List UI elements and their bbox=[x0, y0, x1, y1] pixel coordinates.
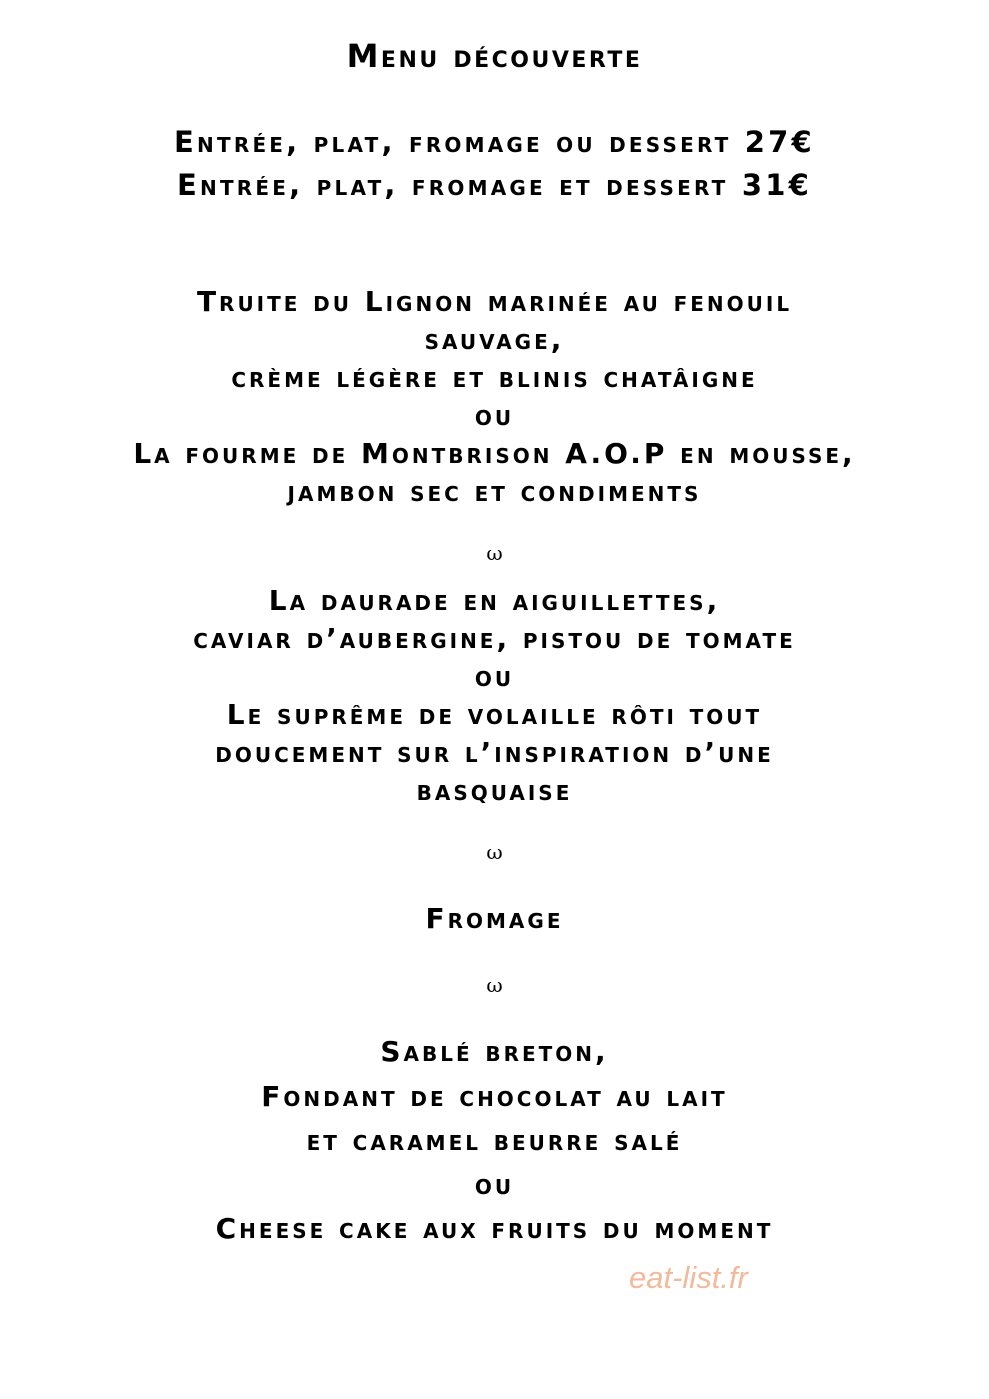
dessert-2-line-1: Cheese cake aux fruits du moment bbox=[215, 1212, 774, 1245]
price-line-three-courses: Entrée, plat, fromage ou dessert 27€ bbox=[174, 125, 815, 159]
watermark: eat-list.fr bbox=[629, 1260, 748, 1295]
starter-1-line-3: crème légère et blinis chatâigne bbox=[231, 361, 758, 394]
main-2-line-2: doucement sur l’inspiration d’une bbox=[215, 736, 774, 769]
starter-1-line-1: Truite du Lignon marinée au fenouil bbox=[196, 285, 793, 318]
main-1-line-2: caviar d’aubergine, pistou de tomate bbox=[193, 622, 796, 655]
dessert-or: ou bbox=[474, 1168, 515, 1201]
dessert-1-line-2: Fondant de chocolat au lait bbox=[261, 1080, 728, 1113]
course-separator-3: ω bbox=[486, 973, 503, 997]
main-2-line-1: Le suprême de volaille rôti tout bbox=[226, 698, 763, 731]
main-1-line-1: La daurade en aiguillettes, bbox=[268, 584, 721, 617]
starter-2-line-2: jambon sec et condiments bbox=[287, 475, 702, 508]
starter-1-line-2: sauvage, bbox=[424, 323, 565, 356]
starter-2-line-1: La fourme de Montbrison A.O.P en mousse, bbox=[133, 437, 856, 470]
course-separator-2: ω bbox=[486, 840, 503, 864]
dessert-1-line-3: et caramel beurre salé bbox=[306, 1124, 683, 1157]
main-or: ou bbox=[474, 660, 515, 693]
main-2-line-3: basquaise bbox=[416, 774, 573, 807]
starter-or: ou bbox=[474, 399, 515, 432]
cheese-course: Fromage bbox=[425, 902, 564, 935]
course-separator-1: ω bbox=[486, 541, 503, 565]
menu-title: Menu découverte bbox=[346, 37, 643, 75]
price-line-four-courses: Entrée, plat, fromage et dessert 31€ bbox=[177, 168, 812, 202]
dessert-1-line-1: Sablé breton, bbox=[380, 1035, 609, 1068]
